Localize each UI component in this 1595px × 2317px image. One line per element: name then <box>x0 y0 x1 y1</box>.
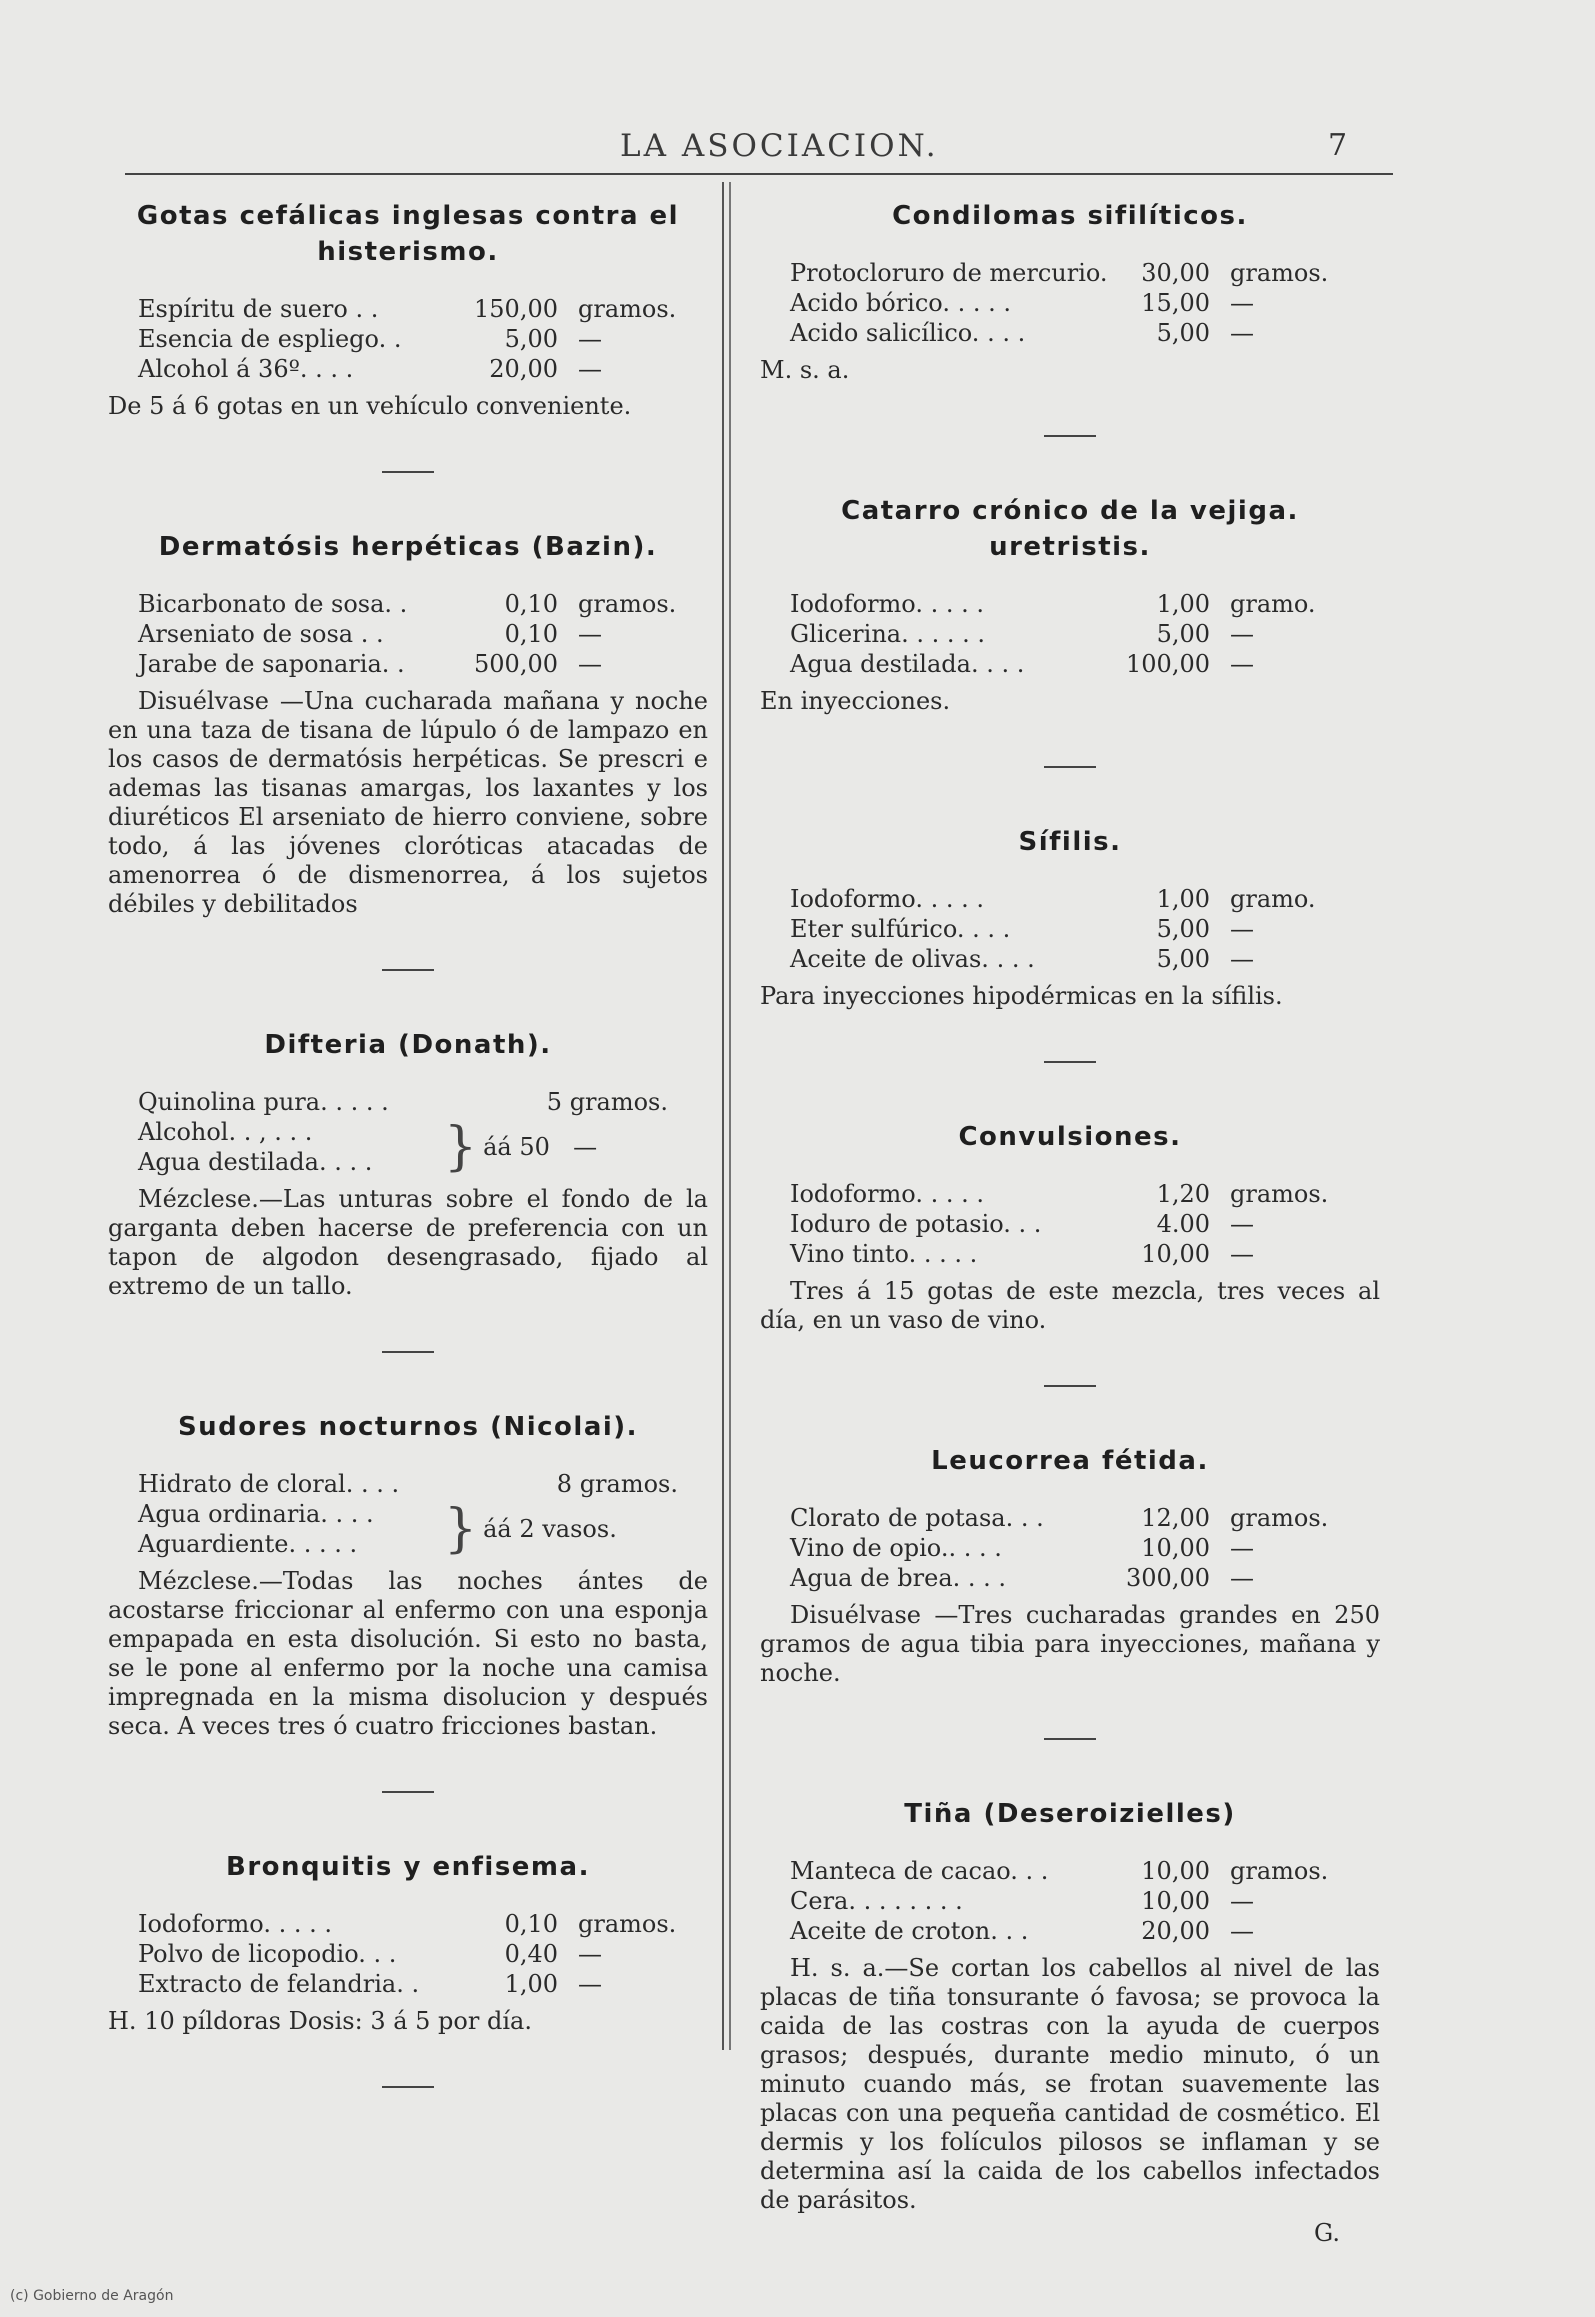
recipe-sifilis <box>760 824 1380 1011</box>
section-divider <box>382 969 434 971</box>
section-divider <box>382 471 434 473</box>
recipe-title: Condilomas sifilíticos. <box>892 201 1248 231</box>
section-divider <box>1044 766 1096 768</box>
recipe-convulsiones <box>760 1119 1380 1335</box>
ingredient-row: Vino tinto. . . . . 10,00 — <box>790 1240 1254 1268</box>
recipe-condilomas <box>760 198 1380 385</box>
recipe-title: Sífilis. <box>1018 827 1122 857</box>
recipe-subtitle: uretristis. <box>989 532 1151 562</box>
ingredient-list <box>790 1503 1380 1593</box>
ingredient-list <box>138 294 708 384</box>
section-divider <box>382 1791 434 1793</box>
ingredient-row: Iodoformo. . . . . 1,20 gramos. <box>790 1180 1329 1208</box>
ingredient-list <box>138 589 708 679</box>
recipe-catarro <box>760 493 1380 716</box>
ingredient-list <box>790 589 1380 679</box>
recipe-dermatosis <box>108 529 708 919</box>
recipe-title: Tiña (Deseroizielles) <box>904 1799 1236 1829</box>
recipe-note: Para inyecciones hipodérmicas en la sífilis. <box>760 982 1283 1010</box>
ingredient-row: Hidrato de cloral. . . . 8 gramos. <box>138 1470 678 1498</box>
ingredient-row: Iodoformo. . . . . 1,00 gramo. <box>790 590 1316 618</box>
recipe-title: Catarro crónico de la vejiga. uretristis. <box>760 493 1380 565</box>
ingredient-row: Iodoformo. . . . . 1,00 gramo. <box>790 885 1316 913</box>
recipe-tina <box>760 1796 1380 2248</box>
ingredient-row: Acido salicílico. . . . 5,00 — <box>790 319 1254 347</box>
recipe-note: Mézclese.—Todas las noches ántes de acostarse friccionar al enfermo con una esponja empapada en esta disolución. Si esto no basta, se le pone al enfermo por la noche una camisa impregnada en la misma disolucion y después seca. A veces tres ó cuatro fricciones bastan. <box>108 1567 708 1740</box>
recipe-note: Disuélvase —Tres cucharadas grandes en 250 gramos de agua tibia para inyecciones, mañana y noche. <box>760 1601 1380 1687</box>
ingredient-name: Agua destilada. . . . <box>138 1148 373 1176</box>
recipe-title: Gotas cefálicas inglesas contra el histerismo. <box>136 201 680 267</box>
recipe-note: Tres á 15 gotas de este mezcla, tres veces al día, en un vaso de vino. <box>760 1277 1380 1334</box>
recipe-gotas-cefalicas <box>108 198 708 421</box>
ingredient-row: Cera. . . . . . . . 10,00 — <box>790 1887 1254 1915</box>
ingredient-row: Jarabe de saponaria. . 500,00 — <box>138 650 602 678</box>
ingredient-list <box>138 1087 708 1177</box>
recipe-title: Bronquitis y enfisema. <box>226 1852 590 1882</box>
ingredient-list <box>790 1179 1380 1269</box>
ingredient-list <box>790 884 1380 974</box>
ingredient-name: Aguardiente. . . . . <box>138 1530 358 1558</box>
ingredient-row: Ioduro de potasio. . . 4.00 — <box>790 1210 1254 1238</box>
ingredient-row: Aceite de olivas. . . . 5,00 — <box>790 945 1254 973</box>
ingredient-row: Alcohol á 36º. . . . 20,00 — <box>138 355 602 383</box>
recipe-bronquitis <box>108 1849 708 2036</box>
column-divider <box>722 182 724 2050</box>
ingredient-row: Glicerina. . . . . . 5,00 — <box>790 620 1254 648</box>
recipe-note: Mézclese.—Las unturas sobre el fondo de la garganta deben hacerse de preferencia con un tapon de algodon desengrasado, fijado al extremo de un tallo. <box>108 1185 708 1300</box>
ingredient-qty: áá 50 <box>483 1133 550 1161</box>
recipe-note: H. 10 píldoras Dosis: 3 á 5 por día. <box>108 2007 532 2035</box>
ingredient-name: Agua ordinaria. . . . <box>138 1500 374 1528</box>
ingredient-row: Vino de opio.. . . . 10,00 — <box>790 1534 1254 1562</box>
recipe-title: Leucorrea fétida. <box>931 1446 1209 1476</box>
ingredient-row: Iodoformo. . . . . 0,10 gramos. <box>138 1910 677 1938</box>
ingredient-row: Acido bórico. . . . . 15,00 — <box>790 289 1254 317</box>
ingredient-row: Protocloruro de mercurio. 30,00 gramos. <box>790 259 1329 287</box>
brace-group <box>138 1117 708 1177</box>
ingredient-name: Alcohol. . , . . . <box>138 1118 313 1146</box>
brace-group <box>138 1499 708 1559</box>
ingredient-row: Manteca de cacao. . . 10,00 gramos. <box>790 1857 1329 1885</box>
header-rule <box>125 173 1393 175</box>
left-column <box>108 198 708 2144</box>
ingredient-row: Agua destilada. . . . 100,00 — <box>790 650 1254 678</box>
ingredient-unit: — <box>573 1133 598 1161</box>
section-divider <box>382 2086 434 2088</box>
recipe-sudores <box>108 1409 708 1741</box>
section-divider <box>1044 435 1096 437</box>
ingredient-list <box>790 1856 1380 1946</box>
recipe-note: M. s. a. <box>760 356 850 384</box>
page-number: 7 <box>1328 128 1348 163</box>
recipe-note: Disuélvase —Una cucharada mañana y noche en una taza de tisana de lúpulo ó de lampazo en los casos de dermatósis herpéticas. Se prescri e ademas las tisanas amargas, los laxantes y los diuréticos El arseniato de hierro conviene, sobre todo, á las jóvenes cloróticas atacadas de amenorrea ó de dismenorrea, á los sujetos débiles y debilitados <box>108 687 708 918</box>
recipe-title: Difteria (Donath). <box>264 1030 552 1060</box>
recipe-note: H. s. a.—Se cortan los cabellos al nivel de las placas de tiña tonsurante ó favosa; se provoca la caida de las costras con la ayuda de cuerpos grasos; después, durante medio minuto, ó un minuto cuando más, se frotan suavemente las placas con una pequeña cantidad de cosmético. El dermis y los folículos pilosos se inflaman y se determina así la caida de los cabellos infectados de parásitos. <box>760 1954 1380 2214</box>
recipe-note: De 5 á 6 gotas en un vehículo conveniente. <box>108 392 632 420</box>
ingredient-list <box>790 258 1380 348</box>
ingredient-list <box>138 1909 708 1999</box>
recipe-difteria <box>108 1027 708 1301</box>
column-divider-secondary <box>729 182 731 2050</box>
ingredient-qty: áá 2 vasos. <box>483 1515 617 1543</box>
ingredient-row: Esencia de espliego. . 5,00 — <box>138 325 602 353</box>
recipe-title: Sudores nocturnos (Nicolai). <box>177 1412 639 1442</box>
section-divider <box>1044 1385 1096 1387</box>
ingredient-row: Espíritu de suero . . 150,00 gramos. <box>138 295 677 323</box>
ingredient-row: Agua de brea. . . . 300,00 — <box>790 1564 1254 1592</box>
author-signature: G. <box>1314 2219 1340 2247</box>
ingredient-row: Polvo de licopodio. . . 0,40 — <box>138 1940 602 1968</box>
ingredient-row: Bicarbonato de sosa. . 0,10 gramos. <box>138 590 677 618</box>
section-divider <box>1044 1061 1096 1063</box>
brace-symbol: } <box>444 1117 478 1177</box>
section-divider <box>382 1351 434 1353</box>
ingredient-row: Clorato de potasa. . . 12,00 gramos. <box>790 1504 1329 1532</box>
ingredient-row: Extracto de felandria. . 1,00 — <box>138 1970 602 1998</box>
ingredient-row: Eter sulfúrico. . . . 5,00 — <box>790 915 1254 943</box>
ingredient-row: Arseniato de sosa . . 0,10 — <box>138 620 602 648</box>
ingredient-list <box>138 1469 708 1559</box>
running-header: LA ASOCIACION. <box>620 128 939 164</box>
recipe-leucorrea <box>760 1443 1380 1688</box>
brace-symbol: } <box>444 1499 478 1559</box>
ingredient-row: Quinolina pura. . . . . 5 gramos. <box>138 1088 668 1116</box>
recipe-title: Dermatósis herpéticas (Bazin). <box>158 532 658 562</box>
right-column <box>760 198 1380 2248</box>
recipe-note: En inyecciones. <box>760 687 951 715</box>
recipe-title: Convulsiones. <box>958 1122 1182 1152</box>
section-divider <box>1044 1738 1096 1740</box>
copyright-notice: (c) Gobierno de Aragón <box>10 2288 174 2304</box>
ingredient-row: Aceite de croton. . . 20,00 — <box>790 1917 1254 1945</box>
